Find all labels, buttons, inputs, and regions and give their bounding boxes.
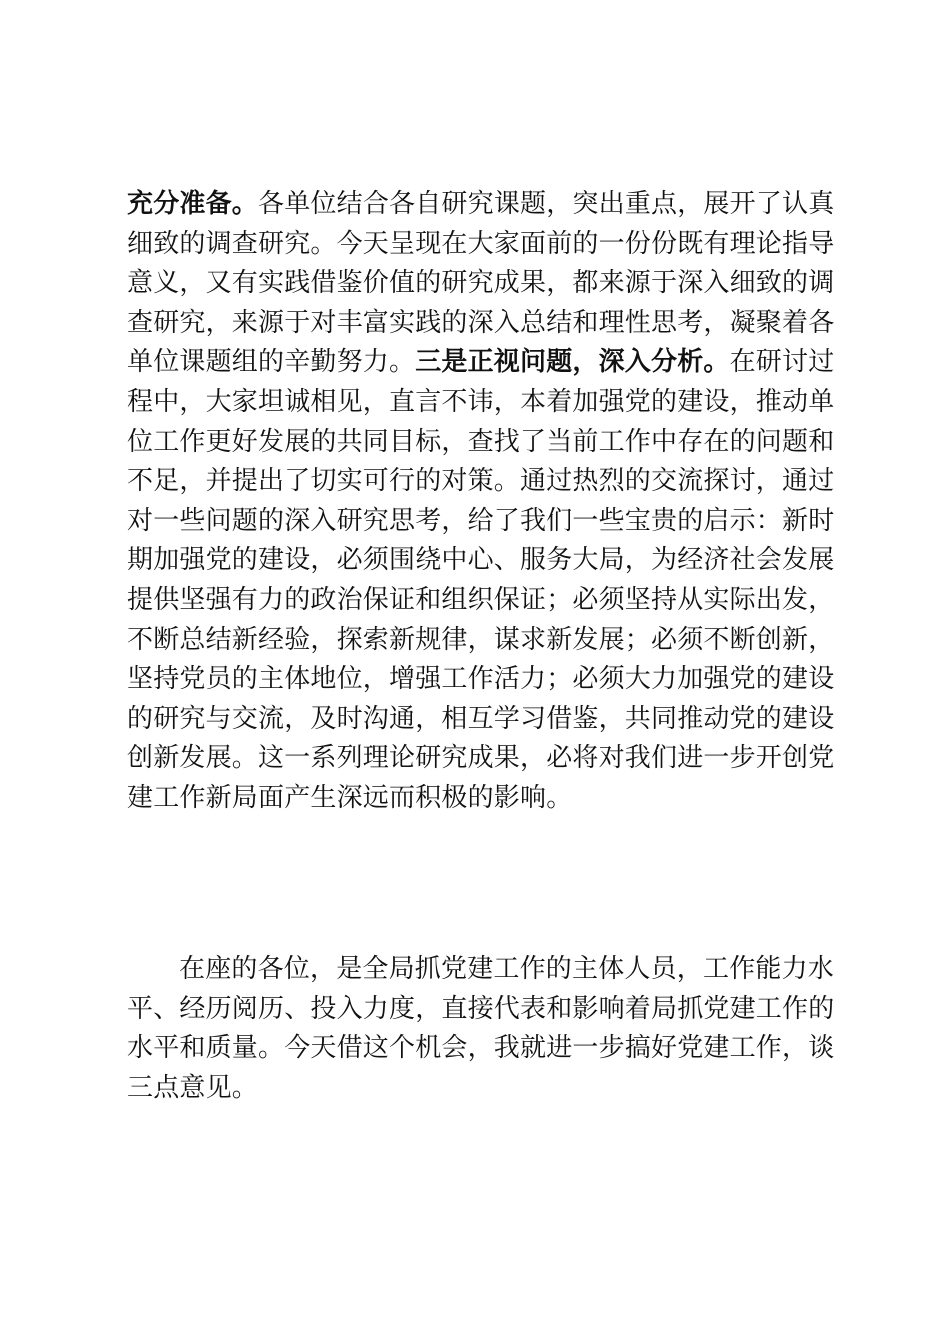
text-line: 建工作新局面产生深远而积极的影响。: [127, 782, 573, 813]
text-line: 的研究与交流，及时沟通，相互学习借鉴，共同推动党的建设: [127, 703, 835, 734]
text-line: 三点意见。: [127, 1072, 259, 1103]
bold-heading: 充分准备。: [127, 189, 259, 219]
text-line: 查研究，来源于对丰富实践的深入总结和理性思考，凝聚着各: [127, 307, 835, 338]
text-line: [127, 185, 835, 225]
text-line: 不足，并提出了切实可行的对策。通过热烈的交流探讨，通过: [127, 466, 835, 497]
text-line: 创新发展。这一系列理论研究成果，必将对我们进一步开创党: [127, 743, 835, 774]
text-line: 细致的调查研究。今天呈现在大家面前的一份份既有理论指导: [127, 228, 835, 259]
line-text: 单位课题组的辛勤努力。: [127, 347, 416, 378]
text-line: 在座的各位，是全局抓党建工作的主体人员，工作能力水: [179, 954, 835, 984]
paragraph-2: [127, 950, 835, 1108]
text-line: 水平和质量。今天借这个机会，我就进一步搞好党建工作，谈: [127, 1033, 835, 1064]
text-line: 意义，又有实践借鉴价值的研究成果，都来源于深入细致的调: [127, 268, 835, 299]
text-line: 位工作更好发展的共同目标，查找了当前工作中存在的问题和: [127, 426, 835, 457]
text-line: 对一些问题的深入研究思考，给了我们一些宝贵的启示：新时: [127, 505, 835, 536]
line-text: 各单位结合各自研究课题，突出重点，展开了认真: [258, 189, 835, 219]
text-line: 不断总结新经验，探索新规律，谋求新发展；必须不断创新，: [127, 624, 835, 655]
text-line: [127, 343, 835, 383]
text-line: 期加强党的建设，必须围绕中心、服务大局，为经济社会发展: [127, 545, 835, 576]
text-line: 程中，大家坦诚相见，直言不讳，本着加强党的建设，推动单: [127, 386, 835, 417]
paragraph-1: [127, 185, 835, 819]
text-line: 提供坚强有力的政治保证和组织保证；必须坚持从实际出发，: [127, 584, 835, 615]
line-text: 在研讨过: [729, 347, 835, 378]
bold-heading: 三是正视问题，深入分析。: [415, 347, 730, 378]
text-line: 平、经历阅历、投入力度，直接代表和影响着局抓党建工作的: [127, 993, 835, 1024]
text-line: 坚持党员的主体地位，增强工作活力；必须大力加强党的建设: [127, 664, 835, 695]
